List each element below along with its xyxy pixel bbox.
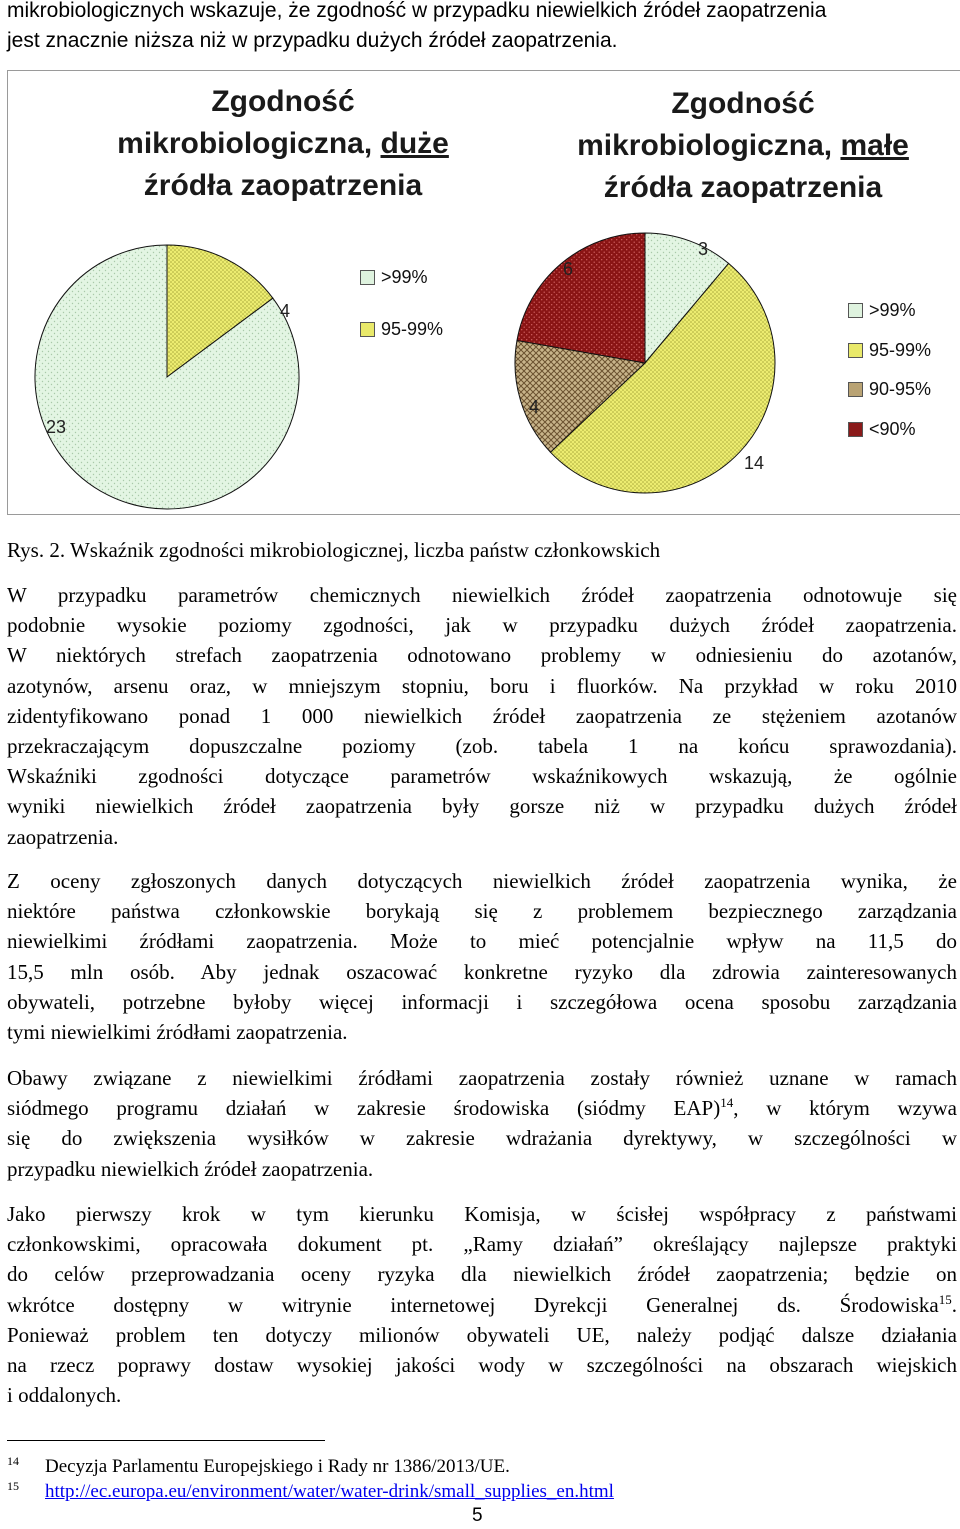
footnote-text: Decyzja Parlamentu Europejskiego i Rady nr 1386/2013/UE. <box>45 1456 510 1477</box>
chart2-title-part: mikrobiologiczna, <box>577 129 841 162</box>
text-line: niewielkimi źródłami zaopatrzenia. Może to mieć potencjalnie wpływ na 11,5 do <box>7 929 957 954</box>
figure-frame <box>7 70 960 515</box>
chart1-title-part: mikrobiologiczna, <box>117 127 381 160</box>
chart1-data-label: 4 <box>280 301 291 321</box>
page-number: 5 <box>472 1505 483 1526</box>
paragraph-1 <box>7 580 957 852</box>
legend-swatch <box>848 382 863 397</box>
legend-swatch <box>360 322 375 337</box>
footnote <box>7 1480 907 1504</box>
chart1-title-line: źródła zaopatrzenia <box>143 169 423 202</box>
text-line: wyniki niewielkich źródeł zaopatrzenia były gorsze niż w przypadku dużych źródeł <box>7 794 957 819</box>
legend-label: 90-95% <box>869 379 932 399</box>
text-line <box>7 1290 957 1320</box>
text-line: zidentyfikowano ponad 1 000 niewielkich źródeł zaopatrzenia ze stężeniem azotanów <box>7 703 957 728</box>
legend-swatch <box>848 343 863 358</box>
chart1-data-label: 23 <box>46 417 67 437</box>
legend-label: >99% <box>381 267 428 287</box>
text-line: Z oceny zgłoszonych danych dotyczących niewielkich źródeł zaopatrzenia wynika, że <box>7 869 957 893</box>
footnote-number: 14 <box>7 1454 19 1468</box>
chart2-data-label: 3 <box>698 239 709 259</box>
text-line: Wskaźniki zgodności dotyczące parametrów wskaźnikowych wskazują, że ogólnie <box>7 764 957 789</box>
text-part: , w którym wzywa <box>733 1096 957 1121</box>
legend-label: >99% <box>869 300 916 320</box>
text-part: siódmego programu działań w zakresie środowiska (siódmy EAP) <box>7 1096 721 1121</box>
figure-caption: Rys. 2. Wskaźnik zgodności mikrobiologicznej, liczba państw członkowskich <box>7 538 661 562</box>
legend-swatch <box>848 422 863 437</box>
text-part: wkrótce dostępny w witrynie internetowej Dyrekcji Generalnej ds. Środowiska <box>7 1292 939 1317</box>
chart2-data-label: 14 <box>744 453 765 473</box>
text-line: zaopatrzenia. <box>7 824 119 849</box>
footnote <box>7 1455 907 1479</box>
chart2-legend-item <box>848 300 916 321</box>
footnote-ref: 15 <box>938 1291 952 1307</box>
legend-swatch <box>360 270 375 285</box>
paragraph-3 <box>7 1063 957 1184</box>
chart2-title-line: źródła zaopatrzenia <box>603 171 883 204</box>
text-line: się do zwiększenia wysiłków w zakresie wdrażania dyrektywy, w szczególności w <box>7 1126 957 1151</box>
chart2-title-underlined: małe <box>840 129 909 162</box>
intro-line: mikrobiologicznych wskazuje, że zgodność w przypadku niewielkich źródeł zaopatrzenia <box>7 0 827 22</box>
intro-line: jest znacznie niższa niż w przypadku dużych źródeł zaopatrzenia. <box>7 29 618 52</box>
chart1-title-underlined: duże <box>380 127 449 160</box>
intro-text <box>7 0 957 56</box>
chart1-legend-item <box>360 267 428 288</box>
legend-swatch <box>848 303 863 318</box>
chart1-legend-item <box>360 319 443 340</box>
chart2-legend-item <box>848 419 916 440</box>
pie-charts <box>8 71 960 514</box>
footnote-number: 15 <box>7 1479 19 1493</box>
legend-label: 95-99% <box>381 319 444 339</box>
text-line: i oddalonych. <box>7 1383 122 1408</box>
chart2-data-label: 6 <box>563 259 574 279</box>
chart2-slice <box>517 233 645 363</box>
text-line: do celów przeprowadzania oceny ryzyka dla niewielkich źródeł zaopatrzenia; będzie on <box>7 1262 957 1287</box>
chart2-title-line: Zgodność <box>671 87 815 120</box>
chart2-legend-item <box>848 379 931 400</box>
chart2-data-label: 4 <box>529 397 540 417</box>
text-line: podobnie wysokie poziomy zgodności, jak w przypadku dużych źródeł zaopatrzenia. <box>7 613 957 638</box>
chart2-legend-item <box>848 340 931 361</box>
paragraph-2 <box>7 866 957 1047</box>
chart1-title-line: Zgodność <box>211 85 355 118</box>
text-line: tymi niewielkimi źródłami zaopatrzenia. <box>7 1020 348 1045</box>
text-part: . <box>951 1292 957 1317</box>
text-line: obywateli, potrzebne byłoby więcej informacji i szczegółowa ocena sposobu zarządzania <box>7 989 957 1014</box>
text-line: W przypadku parametrów chemicznych niewielkich źródeł zaopatrzenia odnotowuje się <box>7 583 957 607</box>
text-line: Jako pierwszy krok w tym kierunku Komisja, w ścisłej współpracy z państwami <box>7 1202 957 1226</box>
text-line: Ponieważ problem ten dotyczy milionów obywateli UE, należy podjąć dalsze działania <box>7 1322 957 1347</box>
footnote-ref: 14 <box>720 1095 734 1111</box>
text-line: Obawy związane z niewielkimi źródłami zaopatrzenia zostały również uznane w ramach <box>7 1066 957 1090</box>
text-line: przekraczającym dopuszczalne poziomy (zob. tabela 1 na końcu sprawozdania). <box>7 734 957 759</box>
footnote-link[interactable]: http://ec.europa.eu/environment/water/water-drink/small_supplies_en.html <box>45 1481 614 1502</box>
legend-label: 95-99% <box>869 340 932 360</box>
text-line: przypadku niewielkich źródeł zaopatrzenia. <box>7 1156 374 1181</box>
text-line: azotynów, arsenu oraz, w mniejszym stopniu, boru i fluorków. Na przykład w roku 2010 <box>7 673 957 698</box>
text-line: członkowskimi, opracowała dokument pt. „Ramy działań” określający najlepsze praktyki <box>7 1232 957 1257</box>
text-line: 15,5 mln osób. Aby jednak oszacować konkretne ryzyko dla zdrowia zainteresowanych <box>7 959 957 984</box>
text-line <box>7 1093 957 1123</box>
text-line: niektóre państwa członkowskie borykają się z problemem bezpiecznego zarządzania <box>7 899 957 924</box>
paragraph-4 <box>7 1199 957 1410</box>
footnote-text <box>45 1480 614 1504</box>
text-line: na rzecz poprawy dostaw wysokiej jakości wody w szczególności na obszarach wiejskich <box>7 1353 957 1378</box>
footnote-divider <box>7 1440 325 1441</box>
legend-label: <90% <box>869 419 916 439</box>
text-line: W niektórych strefach zaopatrzenia odnotowano problemy w odniesieniu do azotanów, <box>7 643 957 668</box>
